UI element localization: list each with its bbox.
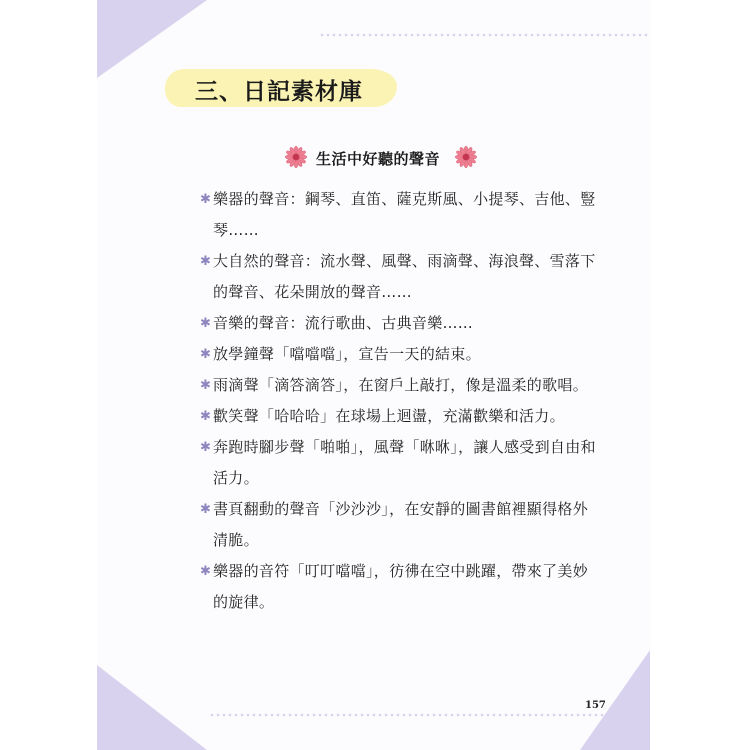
list-item: [200, 308, 600, 339]
asterisk-icon: ✱: [200, 502, 212, 517]
list-item: [200, 370, 600, 401]
list-item-text: 歡笑聲「哈哈哈」在球場上迴盪，充滿歡樂和活力。: [213, 407, 565, 425]
flower-icon: [285, 146, 307, 168]
asterisk-icon: ✱: [200, 254, 212, 269]
asterisk-icon: ✱: [200, 409, 212, 424]
section-heading-text: 三、日記素材庫: [195, 79, 363, 105]
list-item-text: 書頁翻動的聲音「沙沙沙」，在安靜的圖書館裡顯得格外清脆。: [213, 500, 589, 549]
corner-triangle-bottom-left: [97, 665, 207, 750]
section-heading: [165, 64, 400, 110]
list-item: [200, 494, 600, 556]
list-item: [200, 432, 600, 494]
dotted-border-bottom: [97, 712, 650, 718]
asterisk-icon: ✱: [200, 378, 212, 393]
page-number: 157: [585, 700, 606, 711]
asterisk-icon: ✱: [200, 564, 212, 579]
list-item: [200, 246, 600, 308]
list-item-text: 雨滴聲「滴答滴答」，在窗戶上敲打，像是溫柔的歌唱。: [213, 376, 589, 394]
asterisk-icon: ✱: [200, 440, 212, 455]
list-item-text: 大自然的聲音：流水聲、風聲、雨滴聲、海浪聲、雪落下的聲音、花朵開放的聲音……: [213, 252, 596, 301]
book-page: [97, 0, 650, 750]
list-item-text: 樂器的音符「叮叮噹噹」，彷彿在空中跳躍，帶來了美妙的旋律。: [213, 562, 589, 611]
subheading: [285, 146, 485, 168]
list-item: [200, 184, 600, 246]
asterisk-icon: ✱: [200, 192, 212, 207]
flower-icon: [455, 146, 477, 168]
list-item-text: 音樂的聲音：流行歌曲、古典音樂……: [213, 314, 474, 332]
asterisk-icon: ✱: [200, 347, 212, 362]
subheading-text: 生活中好聽的聲音: [316, 150, 441, 168]
list-item: [200, 339, 600, 370]
list-item-text: 樂器的聲音：鋼琴、直笛、薩克斯風、小提琴、吉他、豎琴……: [213, 190, 596, 239]
sound-list: [200, 184, 600, 618]
asterisk-icon: ✱: [200, 316, 212, 331]
list-item: [200, 401, 600, 432]
list-item-text: 放學鐘聲「噹噹噹」，宣告一天的結束。: [213, 345, 481, 363]
dotted-border-top: [97, 32, 650, 38]
list-item-text: 奔跑時腳步聲「啪啪」，風聲「咻咻」，讓人感受到自由和活力。: [213, 438, 596, 487]
list-item: [200, 556, 600, 618]
